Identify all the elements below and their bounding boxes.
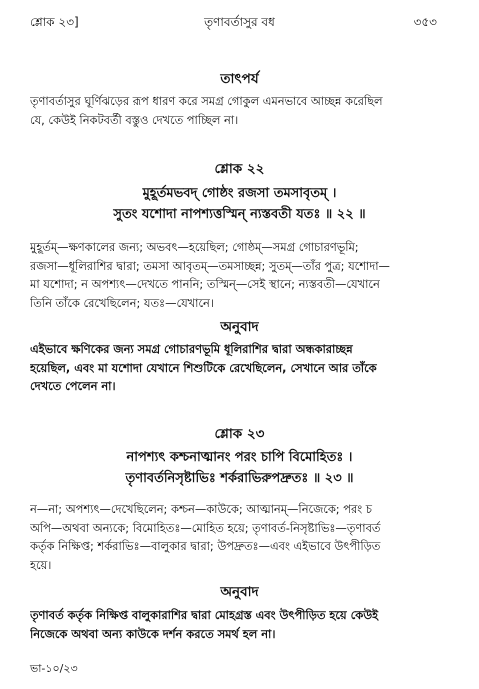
synonym-line: অপি—অথবা অন্যকে; বিমোহিতঃ—মোহিত হয়ে; তৃণাবর্ত-নিসৃষ্টাভিঃ—তৃণাবর্ত [30,520,381,535]
translation-line: হয়েছিল, এবং মা যশোদা যেখানে শিশুটিকে রেখেছিলেন, সেখানে আর তাঁকে [30,360,377,375]
translation-line: দেখতে পেলেন না। [30,379,116,393]
verse-line: নাপশ্যৎ কশ্চনাত্মানং পরং চাপি বিমোহিতঃ । [126,450,353,465]
sloka-22-verse [0,183,479,225]
synonym-line: তিনি তাঁকে রেখেছিলেন; যতঃ—যেখানে। [30,295,214,310]
sloka-23-synonyms [30,500,448,574]
translation-23-heading: অনুবাদ [220,584,259,600]
purport-text [30,92,448,129]
verse-line: তৃণাবর্তনিসৃষ্টাভিঃ শর্করাভিরুপদ্রুতঃ ॥ ২৩ ॥ [125,471,354,486]
synonym-line: হয়ে। [30,557,52,572]
synonym-line: রজসা—ধূলিরাশির দ্বারা; তমসা আবৃতম্—তমসাচ্ছন্ন; সুতম্—তাঁর পুত্র; যশোদা— [30,258,390,273]
footer-signature: ভা-১০/২৩ [30,662,78,675]
synonym-line: ন—না; অপশ্যৎ—দেখেছিলেন; কশ্চন—কাউকে; আত্মানম্—নিজেকে; পরং চ [30,502,372,516]
synonym-line: মা যশোদা; ন অপশ্যৎ—দেখতে পাননি; তস্মিন্—সেই স্থানে; ন্যস্তবতী—যেখানে [30,277,380,291]
translation-22-heading: অনুবাদ [220,319,259,335]
sloka-22-synonyms [30,238,448,312]
synonym-line: মুহূর্তম্—ক্ষণকালের জন্য; অভবৎ—হয়েছিল; গোষ্ঠম্—সমগ্র গোচারণভূমি; [30,240,359,254]
translation-line: তৃণাবর্ত কর্তৃক নিক্ষিপ্ত বালুকারাশির দ্বারা মোহগ্রস্ত এবং উৎপীড়িত হয়ে কেউই [30,608,378,622]
running-header-verse-ref: শ্লোক ২৩] [30,15,79,29]
translation-line: এইভাবে ক্ষণিকের জন্য সমগ্র গোচারণভূমি ধূলিরাশির দ্বারা অন্ধকারাচ্ছন্ন [30,342,353,356]
verse-line: সুতং যশোদা নাপশ্যত্তস্মিন্ ন্যস্তবতী যতঃ ॥ ২২ ॥ [113,207,366,222]
verse-line: মুহূর্তমভবদ্ গোষ্ঠং রজসা তমসাবৃতম্ । [142,186,337,201]
translation-line: নিজেকে অথবা অন্য কাউকে দর্শন করতে সমর্থ হল না। [30,626,276,641]
translation-22-text [30,340,448,396]
translation-23-text [30,606,448,643]
sloka-23-verse [0,447,479,489]
page-number: ৩৫৩ [413,15,437,29]
synonym-line: কর্তৃক নিক্ষিপ্ত; শর্করাভিঃ—বালুকার দ্বারা; উপদ্রুতঃ—এবং এইভাবে উৎপীড়িত [30,539,381,553]
sloka-23-heading: শ্লোক ২৩ [214,426,265,442]
purport-line: যে, কেউই নিকটবর্তী বস্তুও দেখতে পাচ্ছিল না। [30,112,239,127]
purport-heading: তাৎপর্য [220,71,259,87]
purport-line: তৃণাবর্তাসুর ঘূর্ণিঝড়ের রূপ ধারণ করে সমগ্র গোকুল এমনভাবে আচ্ছন্ন করেছিল [30,94,383,108]
running-header-title: তৃণাবর্তাসুর বধ [204,15,275,29]
sloka-22-heading: শ্লোক ২২ [214,161,265,177]
